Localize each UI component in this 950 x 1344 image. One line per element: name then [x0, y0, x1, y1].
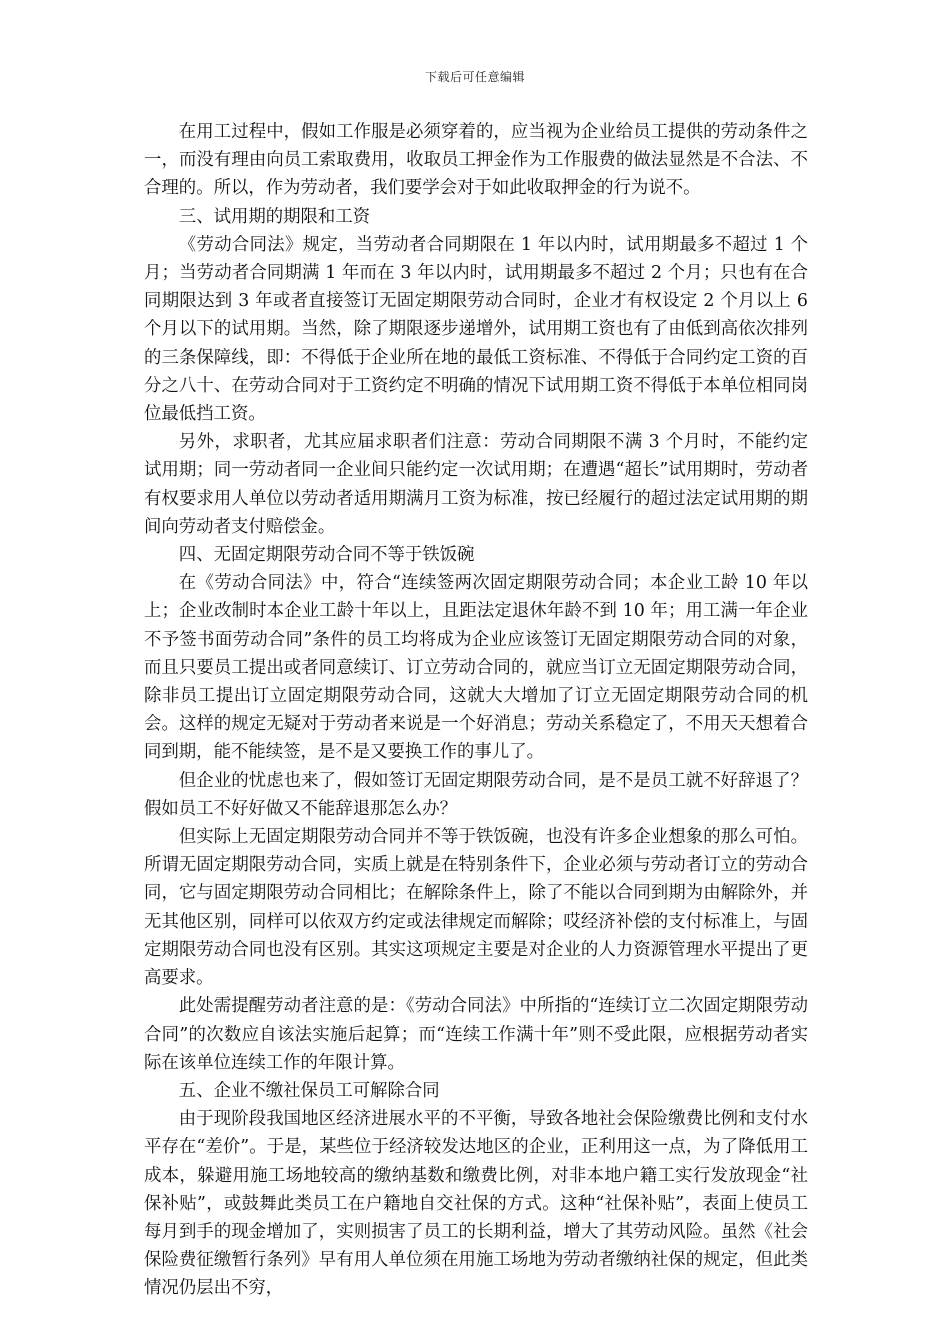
section-heading-open-ended-contract: 四、无固定期限劳动合同不等于铁饭碗 — [178, 545, 475, 566]
paragraph-probation-notes: 另外，求职者，尤其应届求职者们注意：劳动合同期限不满 3 个月时，不能约定试用期；同一劳动者同一企业间只能约定一次试用期；在遭遇“超长”试用期时，劳动者有权要求用人单位以劳动者适用期满月工资为标准，按已经履行的超过法定试用期的期间向劳动者支付赔偿金。 — [144, 432, 808, 537]
paragraph-not-iron-rice-bowl: 但实际上无固定期限劳动合同并不等于铁饭碗，也没有许多企业想象的那么可怕。所谓无固定期限劳动合同，实质上就是在特别条件下，企业必须与劳动者订立的劳动合同，它与固定期限劳动合同相比；在解除条件上，除了不能以合同到期为由解除外，并无其他区别，同样可以依双方约定或法律规定而解除；哎经济补偿的支付标准上，与固定期限劳动合同也没有区别。其实这项规定主要是对企业的人力资源管理水平提出了更高要求。 — [144, 827, 808, 989]
page-header: 下载后可任意编辑 — [424, 70, 525, 84]
paragraph-open-ended-conditions: 在《劳动合同法》中，符合“连续签两次固定期限劳动合同；本企业工龄 10 年以上；企业改制时本企业工龄十年以上，且距法定退休年龄不到 10 年；用工满一年企业不予签书面劳动合同”条件的员工均将成为企业应该签订无固定期限劳动合同的对象，而且只要员工提出或者同意续订、订立劳动合同的，就应当订立无固定期限劳动合同，除非员工提出订立固定期限劳动合同，这就大大增加了订立无固定期限劳动合同的机会。这样的规定无疑对于劳动者来说是一个好消息；劳动关系稳定了，不用天天想着合同到期，能不能续签，是不是又要换工作的事儿了。 — [144, 573, 808, 763]
paragraph-employer-concern: 但企业的忧虑也来了，假如签订无固定期限劳动合同，是不是员工就不好辞退了？假如员工不好好做又不能辞退那怎么办？ — [144, 770, 808, 819]
document-body — [144, 118, 808, 1303]
paragraph-social-insurance: 由于现阶段我国地区经济进展水平的不平衡，导致各地社会保险缴费比例和支付水平存在“差价”。于是，某些位于经济较发达地区的企业，正利用这一点，为了降低用工成本，躲避用施工场地较高的缴纳基数和缴费比例，对非本地户籍工实行发放现金“社保补贴”，或鼓舞此类员工在户籍地自交社保的方式。这种“社保补贴”，表面上使员工每月到手的现金增加了，实则损害了员工的长期利益，增大了其劳动风险。虽然《社会保险费征缴暂行条列》早有用人单位须在用施工场地为劳动者缴纳社保的规定，但此类情况仍层出不穷， — [144, 1109, 808, 1299]
paragraph-reminder: 此处需提醒劳动者注意的是：《劳动合同法》中所指的“连续订立二次固定期限劳动合同”的次数应自该法实施后起算；而“连续工作满十年”则不受此限，应根据劳动者实际在该单位连续工作的年限计算。 — [144, 996, 808, 1073]
section-heading-social-insurance: 五、企业不缴社保员工可解除合同 — [178, 1080, 440, 1101]
paragraph-probation-rules: 《劳动合同法》规定，当劳动者合同期限在 1 年以内时，试用期最多不超过 1 个月；当劳动者合同期满 1 年而在 3 年以内时，试用期最多不超过 2 个月；只也有在合同期限达到 3 年或者直接签订无固定期限劳动合同时，企业才有权设定 2 个月以上 6 个月以下的试用期。当然，除了期限逐步递增外，试用期工资也有了由低到高依次排列的三条保障线，即：不得低于企业所在地的最低工资标准、不得低于合同约定工资的百分之八十、在劳动合同对于工资约定不明确的情况下试用期工资不得低于本单位相同岗位最低挡工资。 — [144, 234, 808, 425]
paragraph-workwear-deposit: 在用工过程中，假如工作服是必须穿着的，应当视为企业给员工提供的劳动条件之一，而没有理由向员工索取费用，收取员工押金作为工作服费的做法显然是不合法、不合理的。所以，作为劳动者，我们要学会对于如此收取押金的行为说不。 — [144, 122, 808, 199]
section-heading-probation: 三、试用期的期限和工资 — [178, 206, 371, 227]
